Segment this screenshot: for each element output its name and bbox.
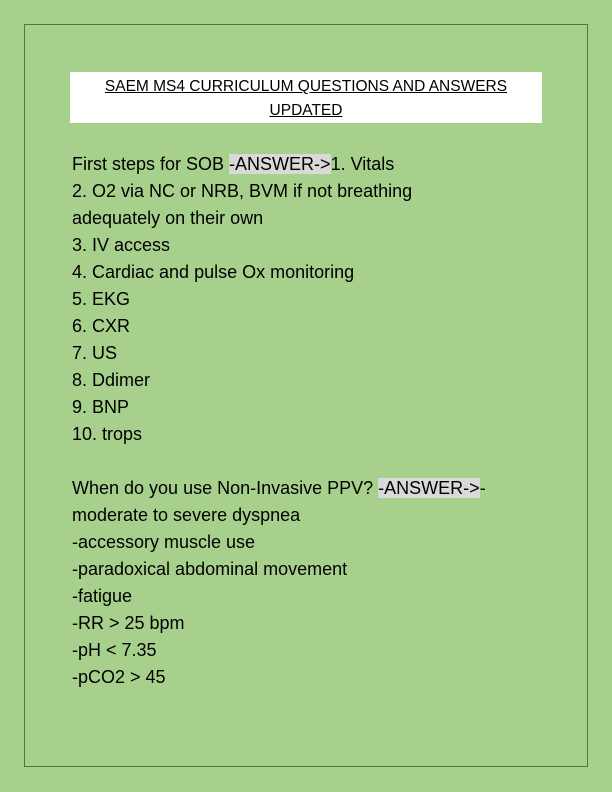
- question-line: [72, 151, 562, 178]
- answer-line: 10. trops: [72, 424, 143, 444]
- qa-block-sob: [72, 151, 562, 448]
- answer-line: -accessory muscle use: [72, 532, 256, 552]
- question-text: When do you use Non-Invasive PPV?: [72, 478, 379, 498]
- title-line-1: SAEM MS4 CURRICULUM QUESTIONS AND ANSWERS: [104, 78, 508, 95]
- answer-line: adequately on their own: [72, 208, 264, 228]
- question-text: First steps for SOB: [72, 154, 230, 174]
- answer-line: -fatigue: [72, 586, 133, 606]
- answer-line: 3. IV access: [72, 235, 171, 255]
- answer-line: 7. US: [72, 343, 118, 363]
- title-line-2: UPDATED: [269, 102, 343, 119]
- document-body: [72, 151, 562, 691]
- answer-line: 8. Ddimer: [72, 370, 151, 390]
- qa-block-niv: [72, 475, 562, 691]
- document-title: [70, 72, 542, 123]
- answer-line: moderate to severe dyspnea: [72, 505, 301, 525]
- answer-line: -paradoxical abdominal movement: [72, 559, 348, 579]
- answer-line: -RR > 25 bpm: [72, 613, 185, 633]
- question-line: [72, 475, 562, 502]
- answer-line: 2. O2 via NC or NRB, BVM if not breathing: [72, 181, 413, 201]
- answer-text: -: [479, 478, 486, 498]
- answer-line: 6. CXR: [72, 316, 131, 336]
- answer-line: 4. Cardiac and pulse Ox monitoring: [72, 262, 355, 282]
- answer-line: 5. EKG: [72, 289, 131, 309]
- answer-text: 1. Vitals: [330, 154, 395, 174]
- answer-line: -pH < 7.35: [72, 640, 157, 660]
- answer-marker: -ANSWER->: [229, 154, 331, 174]
- answer-line: -pCO2 > 45: [72, 667, 166, 687]
- answer-line: 9. BNP: [72, 397, 130, 417]
- answer-marker: -ANSWER->: [378, 478, 480, 498]
- paragraph-gap: [72, 448, 562, 475]
